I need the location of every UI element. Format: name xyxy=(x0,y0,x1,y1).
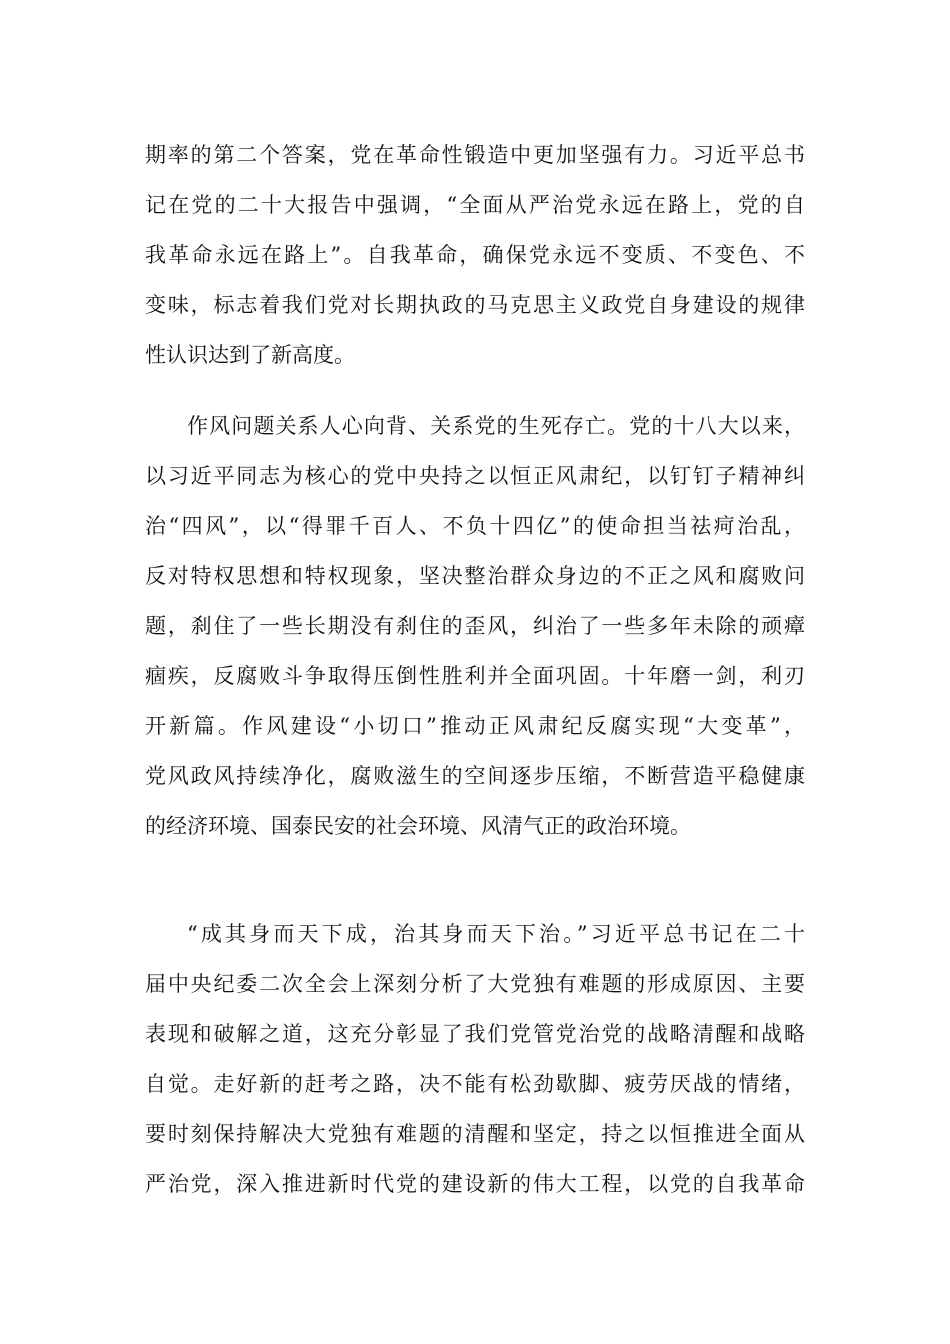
text-line: 届中央纪委二次全会上深刻分析了大党独有难题的形成原因、主要 xyxy=(145,972,805,996)
text-line: 变味，标志着我们党对长期执政的马克思主义政党自身建设的规律 xyxy=(145,293,805,317)
text-line: 期率的第二个答案，党在革命性锻造中更加坚强有力。习近平总书 xyxy=(145,143,805,167)
text-line: 反对特权思想和特权现象，坚决整治群众身边的不正之风和腐败问 xyxy=(145,564,805,588)
text-line: 痼疾，反腐败斗争取得压倒性胜利并全面巩固。十年磨一剑，利刃 xyxy=(145,664,805,688)
text-line: “成其身而天下成，治其身而天下治。”习近平总书记在二十 xyxy=(187,922,805,946)
text-line: 开新篇。作风建设“小切口”推动正风肃纪反腐实现“大变革”， xyxy=(145,714,805,738)
text-line: 题，刹住了一些长期没有刹住的歪风，纠治了一些多年未除的顽瘴 xyxy=(145,614,805,638)
text-line: 自觉。走好新的赶考之路，决不能有松劲歇脚、疲劳厌战的情绪， xyxy=(145,1072,805,1096)
paragraph-3 xyxy=(145,909,805,1209)
text-line: 我革命永远在路上”。自我革命，确保党永远不变质、不变色、不 xyxy=(145,243,805,267)
text-line: 以习近平同志为核心的党中央持之以恒正风肃纪，以钉钉子精神纠 xyxy=(145,464,805,488)
text-line: 治“四风”，以“得罪千百人、不负十四亿”的使命担当祛疴治乱， xyxy=(145,514,805,538)
text-line: 严治党，深入推进新时代党的建设新的伟大工程，以党的自我革命 xyxy=(145,1172,805,1196)
text-line: 记在党的二十大报告中强调，“全面从严治党永远在路上，党的自 xyxy=(145,193,805,217)
text-line: 表现和破解之道，这充分彰显了我们党管党治党的战略清醒和战略 xyxy=(145,1022,805,1046)
text-line: 作风问题关系人心向背、关系党的生死存亡。党的十八大以来， xyxy=(187,414,805,438)
text-line: 的经济环境、国泰民安的社会环境、风清气正的政治环境。 xyxy=(145,814,691,838)
paragraph-1 xyxy=(145,130,805,380)
text-line: 党风政风持续净化，腐败滋生的空间逐步压缩，不断营造平稳健康 xyxy=(145,764,805,788)
text-line: 性认识达到了新高度。 xyxy=(145,343,355,367)
text-line: 要时刻保持解决大党独有难题的清醒和坚定，持之以恒推进全面从 xyxy=(145,1122,805,1146)
paragraph-2 xyxy=(145,401,805,851)
